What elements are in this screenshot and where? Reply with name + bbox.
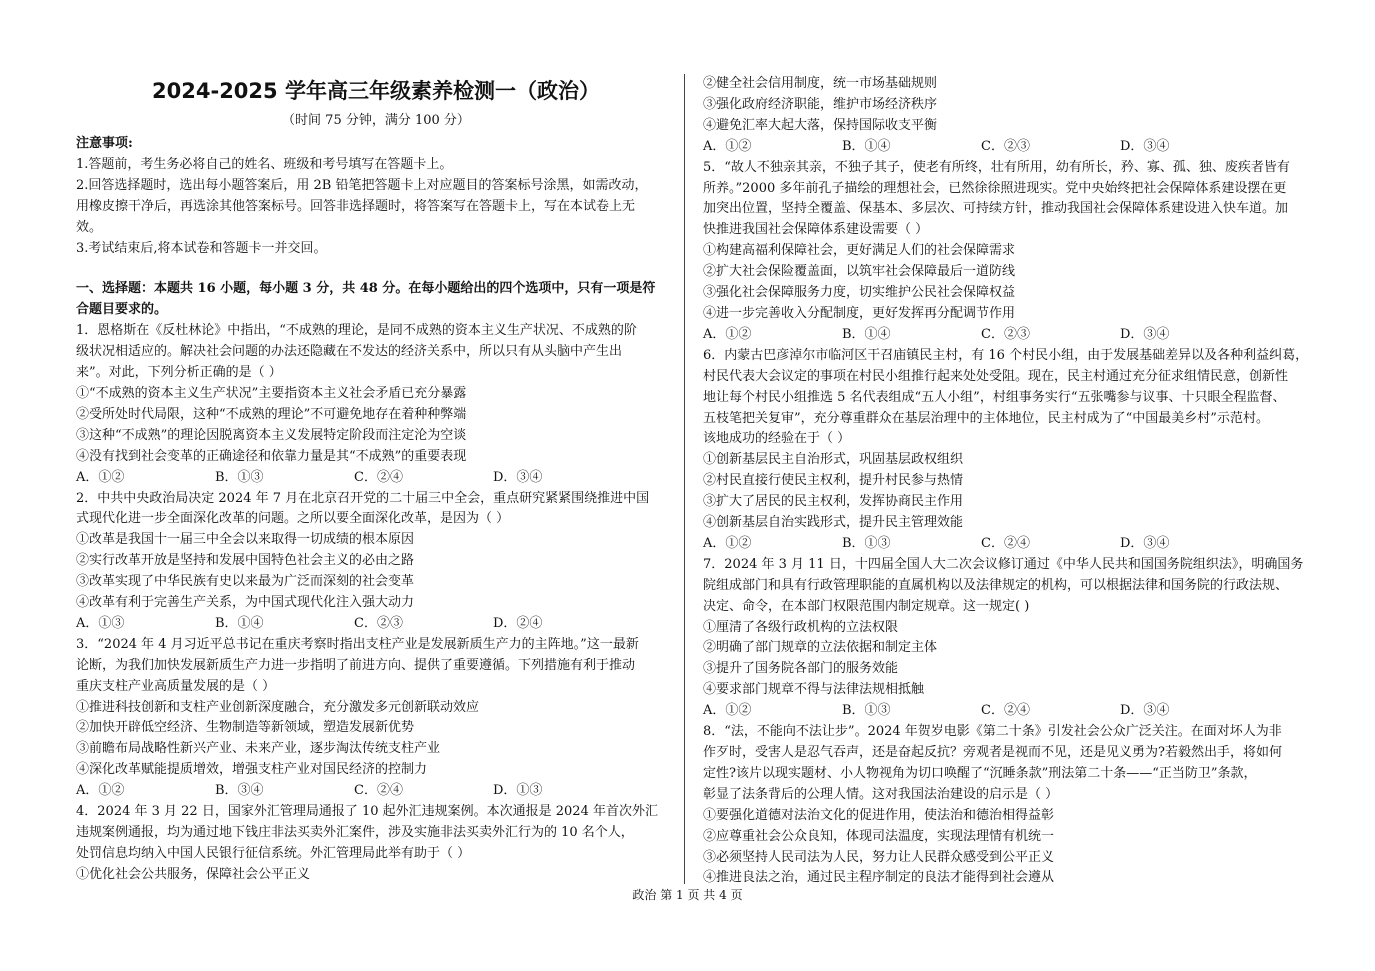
- question-stem: 重庆支柱产业高质量发展的是（ ）: [76, 678, 276, 694]
- statement-item: ①创新基层民主自治形式，巩固基层政权组织: [703, 452, 964, 468]
- option-d: D．③④: [1120, 703, 1170, 719]
- notice-item: 用橡皮擦干净后，再选涂其他答案标号。回答非选择题时，将答案写在答题卡上，写在本试卷上无: [76, 198, 636, 214]
- option-b: B．①③: [842, 703, 891, 719]
- question-stem: 3．“2024 年 4 月习近平总书记在重庆考察时指出支柱产业是发展新质生产力的主阵地。”这一最新: [76, 636, 639, 652]
- question-stem: 2．中共中央政治局决定 2024 年 7 月在北京召开党的二十届三中全会，重点研究紧紧围绕推进中国: [76, 490, 650, 506]
- question-stem: 8．“法，不能向不法让步”。2024 年贺岁电影《第二十条》引发社会公众广泛关注。在面对坏人为非: [703, 724, 1282, 740]
- option-a: A．①②: [76, 783, 125, 799]
- option-d: D．③④: [493, 469, 543, 485]
- option-a: A．①②: [703, 703, 752, 719]
- option-c: C．②④: [354, 469, 403, 485]
- question-stem: 4．2024 年 3 月 22 日，国家外汇管理局通报了 10 起外汇违规案例。本次通报是 2024 年首次外汇: [76, 804, 658, 820]
- statement-item: ②受所处时代局限，这种“不成熟的理论”不可避免地存在着种种弊端: [76, 406, 467, 422]
- answer-options: [76, 614, 676, 635]
- option-b: B．③④: [215, 783, 264, 799]
- question-3: [76, 635, 676, 802]
- question-stem: 所养。”2000 多年前孔子描绘的理想社会，已然徐徐照进现实。党中央始终把社会保障体系建设摆在更: [703, 180, 1287, 196]
- option-c: C．②③: [354, 615, 403, 631]
- exam-title: 2024-2025 学年高三年级素养检测一（政治）: [152, 79, 600, 103]
- statement-item: ③这种“不成熟”的理论因脱离资本主义发展特定阶段而注定沦为空谈: [76, 427, 467, 443]
- statement-item: ④避免汇率大起大落，保持国际收支平衡: [703, 117, 938, 133]
- question-1: [76, 321, 676, 488]
- statement-item: ④创新基层自治实践形式，提升民主管理效能: [703, 515, 964, 531]
- statement-item: ②健全社会信用制度，统一市场基础规则: [703, 76, 938, 91]
- answer-options: [76, 781, 676, 802]
- question-stem: 论断，为我们加快发展新质生产力进一步指明了前进方向、提供了重要遵循。下列措施有利于推动: [76, 657, 636, 673]
- statement-item: ④改革有利于完善生产关系，为中国式现代化注入强大动力: [76, 595, 415, 611]
- statement-item: ①厘清了各级行政机构的立法权限: [703, 619, 899, 635]
- question-5: [703, 158, 1331, 346]
- notice-item: 效。: [76, 219, 103, 235]
- notice-heading: 注意事项:: [76, 136, 133, 151]
- question-stem: 五枝笔把关复审”，充分尊重群众在基层治理中的主体地位，民主村成为了“中国最美乡村”示范村。: [703, 410, 1269, 426]
- option-b: B．①③: [842, 535, 891, 551]
- statement-item: ④深化改革赋能提质增效，增强支柱产业对国民经济的控制力: [76, 762, 428, 778]
- answer-options: [76, 468, 676, 489]
- question-2: [76, 489, 676, 635]
- statement-item: ①优化社会公共服务，保障社会公平正义: [76, 866, 311, 882]
- section-heading: 一、选择题：本题共 16 小题，每小题 3 分，共 48 分。在每小题给出的四个选项中，只有一项是符: [76, 281, 656, 297]
- question-6: [703, 346, 1331, 555]
- question-4: [76, 802, 676, 886]
- question-stem: 作歹时，受害人是忍气吞声，还是奋起反抗？旁观者是视而不见，还是见义勇为?若毅然出手，将如何: [703, 745, 1282, 760]
- statement-item: ④进一步完善收入分配制度，更好发挥再分配调节作用: [703, 305, 1016, 321]
- statement-item: ③前瞻布局战略性新兴产业、未来产业，逐步淘汰传统支柱产业: [76, 741, 441, 757]
- question-stem: 级状况相适应的。解决社会问题的办法还隐藏在不发达的经济关系中，所以只有从头脑中产生出: [76, 344, 623, 360]
- option-c: C．②③: [981, 138, 1030, 154]
- question-stem: 处罚信息均纳入中国人民银行征信系统。外汇管理局此举有助于（ ）: [76, 845, 471, 861]
- question-stem: 6．内蒙古巴彦淖尔市临河区干召庙镇民主村，有 16 个村民小组，由于发展基础差异以及各种利益纠葛，: [703, 347, 1309, 363]
- answer-options: [703, 701, 1331, 722]
- statement-item: ②加快开辟低空经济、生物制造等新领域，塑造发展新优势: [76, 720, 415, 736]
- option-d: D．①③: [493, 783, 543, 799]
- option-b: B．①④: [842, 138, 891, 154]
- question-stem: 加突出位置，坚持全覆盖、保基本、多层次、可持续方针，推动我国社会保障体系建设进入快车道。加: [703, 201, 1289, 217]
- statement-item: ④推进良法之治，通过民主程序制定的良法才能得到社会遵从: [703, 870, 1055, 886]
- right-column: [703, 74, 1331, 889]
- left-column: [76, 74, 676, 886]
- statement-item: ①“不成熟的资本主义生产状况”主要指资本主义社会矛盾已充分暴露: [76, 385, 467, 401]
- question-7: [703, 555, 1331, 722]
- notice-item: 1.答题前，考生务必将自己的姓名、班级和考号填写在答题卡上。: [76, 156, 453, 172]
- page-footer: 政治 第 1 页 共 4 页: [632, 888, 743, 902]
- option-a: A．①②: [703, 138, 752, 154]
- option-d: D．③④: [1120, 535, 1170, 551]
- option-c: C．②④: [981, 535, 1030, 551]
- statement-item: ①要强化道德对法治文化的促进作用，使法治和德治相得益彰: [703, 807, 1055, 823]
- statement-item: ③必须坚持人民司法为人民，努力让人民群众感受到公平正义: [703, 849, 1055, 865]
- option-c: C．②④: [981, 703, 1030, 719]
- statement-item: ①改革是我国十一届三中全会以来取得一切成绩的根本原因: [76, 532, 415, 548]
- option-c: C．②③: [981, 326, 1030, 342]
- question-stem: 决定、命令，在本部门权限范围内制定规章。这一规定( ): [703, 598, 1030, 614]
- statement-item: ②明确了部门规章的立法依据和制定主体: [703, 640, 938, 656]
- answer-options: [703, 534, 1331, 555]
- option-a: A．①②: [703, 326, 752, 342]
- statement-item: ④没有找到社会变革的正确途径和依靠力量是其“不成熟”的重要表现: [76, 448, 467, 464]
- question-stem: 地让每个村民小组推选 5 名代表组成“五人小组”，村组事务实行“五张嘴参与议事、十只眼全程监督、: [703, 389, 1286, 405]
- option-b: B．①③: [215, 469, 264, 485]
- statement-item: ③强化政府经济职能，维护市场经济秩序: [703, 96, 938, 112]
- option-a: A．①③: [76, 615, 125, 631]
- statement-item: ②村民直接行使民主权利，提升村民参与热情: [703, 473, 964, 489]
- option-d: D．②④: [493, 615, 543, 631]
- question-stem: 该地成功的经验在于（ ）: [703, 431, 851, 447]
- question-stem: 7．2024 年 3 月 11 日，十四届全国人大二次会议修订通过《中华人民共和国国务院组织法》，明确国务: [703, 556, 1304, 572]
- question-stem: 村民代表大会议定的事项在村民小组推行起来处处受阻。现在，民主村通过充分征求组情民意，创新性: [703, 368, 1289, 384]
- statement-item: ③改革实现了中华民族有史以来最为广泛而深刻的社会变革: [76, 574, 415, 590]
- statement-item: ①推进科技创新和支柱产业创新深度融合，充分激发多元创新联动效应: [76, 699, 480, 715]
- question-stem: 1．恩格斯在《反杜林论》中指出，“不成熟的理论，是同不成熟的资本主义生产状况、不成熟的阶: [76, 323, 637, 339]
- statement-item: ④要求部门规章不得与法律法规相抵触: [703, 682, 925, 698]
- question-stem: 违规案例通报，均为通过地下钱庄非法买卖外汇案件，涉及实施非法买卖外汇行为的 10 名个人，: [76, 825, 634, 840]
- option-a: A．①②: [76, 469, 125, 485]
- question-stem: 5．“故人不独亲其亲，不独子其子，使老有所终，壮有所用，幼有所长，矜、寡、孤、独、废疾者皆有: [703, 159, 1290, 175]
- statement-item: ②应尊重社会公众良知，体现司法温度，实现法理情有机统一: [703, 828, 1055, 844]
- question-stem: 院组成部门和具有行政管理职能的直属机构以及法律规定的机构，可以根据法律和国务院的行政法规、: [703, 577, 1289, 593]
- option-a: A．①②: [703, 535, 752, 551]
- question-8: [703, 722, 1331, 889]
- section-heading: 合题目要求的。: [76, 302, 168, 318]
- column-divider: [684, 74, 685, 884]
- option-b: B．①④: [215, 615, 264, 631]
- option-d: D．③④: [1120, 138, 1170, 154]
- statement-item: ③强化社会保障服务力度，切实维护公民社会保障权益: [703, 285, 1016, 301]
- option-b: B．①④: [842, 326, 891, 342]
- question-stem: 定性?该片以现实题材、小人物视角为切口唤醒了“沉睡条款”刑法第二十条——“正当防卫”条款，: [703, 765, 1257, 781]
- question-stem: 彰显了法条背后的公理人情。这对我国法治建设的启示是（ ）: [703, 786, 1059, 802]
- question-stem: 快推进我国社会保障体系建设需要（ ）: [703, 222, 929, 238]
- answer-options: [703, 325, 1331, 346]
- question-stem: 来”。对此，下列分析正确的是（ ）: [76, 365, 282, 381]
- notice-item: 2.回答选择题时，选出每小题答案后，用 2B 铅笔把答题卡上对应题目的答案标号涂黑，如需改动，: [76, 177, 648, 193]
- question-stem: 式现代化进一步全面深化改革的问题。之所以要全面深化改革，是因为（ ）: [76, 511, 510, 527]
- answer-options: [703, 137, 1331, 158]
- notice-item: 3.考试结束后,将本试卷和答题卡一并交回。: [76, 240, 327, 256]
- statement-item: ②实行改革开放是坚持和发展中国特色社会主义的必由之路: [76, 553, 415, 569]
- statement-item: ③扩大了居民的民主权利，发挥协商民主作用: [703, 494, 964, 510]
- statement-item: ②扩大社会保险覆盖面，以筑牢社会保障最后一道防线: [703, 264, 1016, 280]
- option-d: D．③④: [1120, 326, 1170, 342]
- statement-item: ③提升了国务院各部门的服务效能: [703, 661, 899, 677]
- statement-item: ①构建高福利保障社会，更好满足人们的社会保障需求: [703, 243, 1016, 259]
- question-4-continued: [703, 74, 1331, 158]
- exam-subtitle: （时间 75 分钟，满分 100 分）: [282, 113, 470, 128]
- option-c: C．②④: [354, 783, 403, 799]
